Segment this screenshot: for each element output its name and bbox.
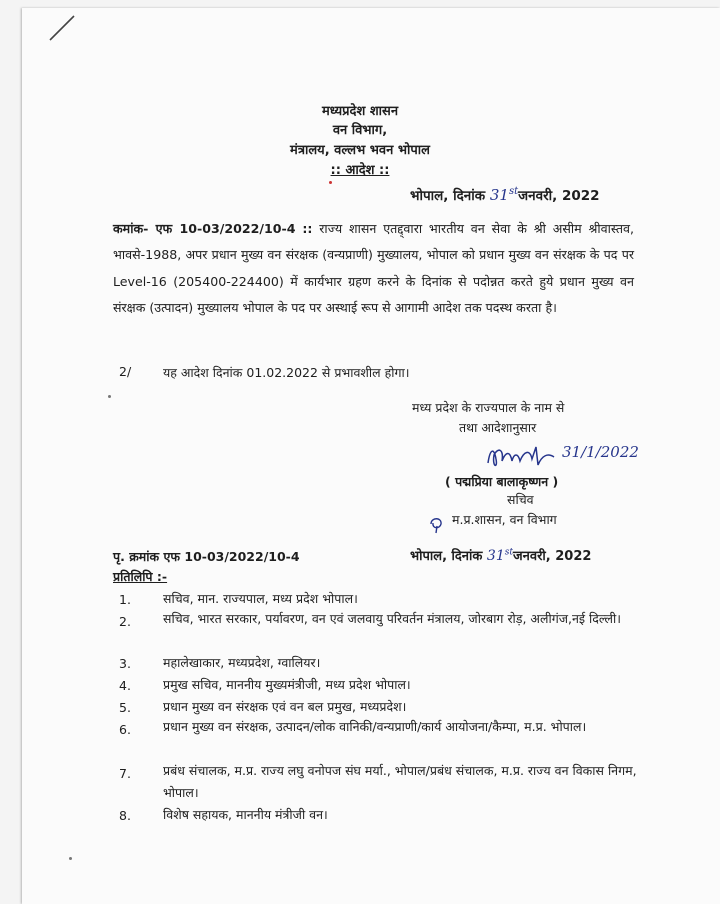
order-number: कमांक- एफ 10-03/2022/10-4 (113, 221, 296, 236)
copy-item: प्रधान मुख्य वन संरक्षक, उत्पादन/लोक वानिकी/वन्यप्राणी/कार्य आयोजना/कैम्पा, म.प्र. भोपाल। (163, 719, 587, 734)
endorsement-date: भोपाल, दिनांक 31stजनवरी, 2022 (410, 547, 592, 564)
copy-item: प्रधान मुख्य वन संरक्षक एवं वन बल प्रमुख, मध्यप्रदेश। (163, 699, 407, 714)
scan-speck (108, 395, 111, 398)
copy-num: 2. (119, 614, 131, 629)
handwritten-sign-date: 31/1/2022 (562, 443, 639, 461)
copy-item: सचिव, मान. राज्यपाल, मध्य प्रदेश भोपाल। (163, 591, 358, 606)
copy-item: महालेखाकार, मध्यप्रदेश, ग्वालियर। (163, 655, 321, 670)
copy-num: 4. (119, 678, 131, 693)
copy-label: प्रतिलिपि :- (113, 569, 168, 584)
copy-num: 6. (119, 722, 131, 737)
authority-line-2: तथा आदेशानुसार (459, 420, 537, 435)
copy-num: 1. (119, 592, 131, 607)
endorsement-handwritten-day: 31st (486, 547, 513, 564)
order-text: राज्य शासन एतद्द्वारा भारतीय वन सेवा के श्री असीम श्रीवास्तव, भावसे-1988, अपर प्रधान मुख्य वन संरक्षक (वन्यप्राणी) मुख्यालय, भोपाल को प्रधान मुख्य वन संरक्षक के पद पर Level-16 (205400-224400) में कार्यभार ग्रहण करने के दिनांक से पदोन्नत करते हुये प्रधान मुख्य वन संरक्षक (उत्पादन) मुख्यालय भोपाल के पद पर अस्थाई रूप से आगामी आदेश तक पदस्थ करता है। (113, 221, 634, 316)
copy-item: सचिव, भारत सरकार, पर्यावरण, वन एवं जलवायु परिवर्तन मंत्रालय, जोरबाग रोड़, अलीगंज,नई दिल्ली। (163, 611, 621, 626)
para2-text: यह आदेश दिनांक 01.02.2022 से प्रभावशील होगा। (163, 365, 410, 380)
copy-num: 7. (119, 766, 131, 781)
scan-speck (69, 857, 72, 860)
copy-item: प्रबंध संचालक, म.प्र. राज्य लघु वनोपज संघ मर्या., भोपाल/प्रबंध संचालक, म.प्र. राज्य वन विकास निगम, भोपाल। (163, 763, 637, 800)
department-heading: वन विभाग, (332, 123, 388, 138)
authority-line: मध्य प्रदेश के राज्यपाल के नाम से (412, 400, 565, 415)
signatory-name: ( पद्मप्रिया बालाकृष्णन ) (445, 474, 559, 489)
order-title: :: आदेश :: (330, 163, 390, 178)
copy-item: प्रमुख सचिव, माननीय मुख्यमंत्रीजी, मध्य प्रदेश भोपाल। (163, 677, 411, 692)
address-heading: मंत्रालय, वल्लभ भवन भोपाल (290, 143, 430, 158)
copy-num: 3. (119, 656, 131, 671)
para2-number: 2/ (119, 364, 132, 379)
pen-mark (48, 14, 76, 42)
initial-mark (428, 514, 446, 534)
order-body: कमांक- एफ 10-03/2022/10-4 :: राज्य शासन एतद्द्वारा भारतीय वन सेवा के श्री असीम श्रीवास्तव, भावसे-1988, अपर प्रधान मुख्य वन संरक्षक (वन्यप्राणी) मुख्यालय, भोपाल को प्रधान मुख्य वन संरक्षक के पद पर Level-16 (205400-224400) में कार्यभार ग्रहण करने के दिनांक से पदोन्नत करते हुये प्रधान मुख्य वन संरक्षक (उत्पादन) मुख्यालय भोपाल के पद पर अस्थाई रूप से आगामी आदेश तक पदस्थ करता है। (113, 221, 634, 316)
endorsement-number: पृ. क्रमांक एफ 10-03/2022/10-4 (113, 549, 300, 564)
signatory-office: म.प्र.शासन, वन विभाग (452, 512, 557, 527)
scan-speck (329, 181, 332, 184)
copy-num: 5. (119, 700, 131, 715)
government-heading: मध्यप्रदेश शासन (321, 104, 399, 119)
handwritten-day: 31st (489, 186, 519, 204)
order-date: भोपाल, दिनांक 31stजनवरी, 2022 (410, 186, 600, 204)
signatory-designation: सचिव (507, 492, 534, 507)
copy-item: विशेष सहायक, माननीय मंत्रीजी वन। (163, 807, 328, 822)
copy-num: 8. (119, 808, 131, 823)
signature-scribble (484, 441, 564, 473)
